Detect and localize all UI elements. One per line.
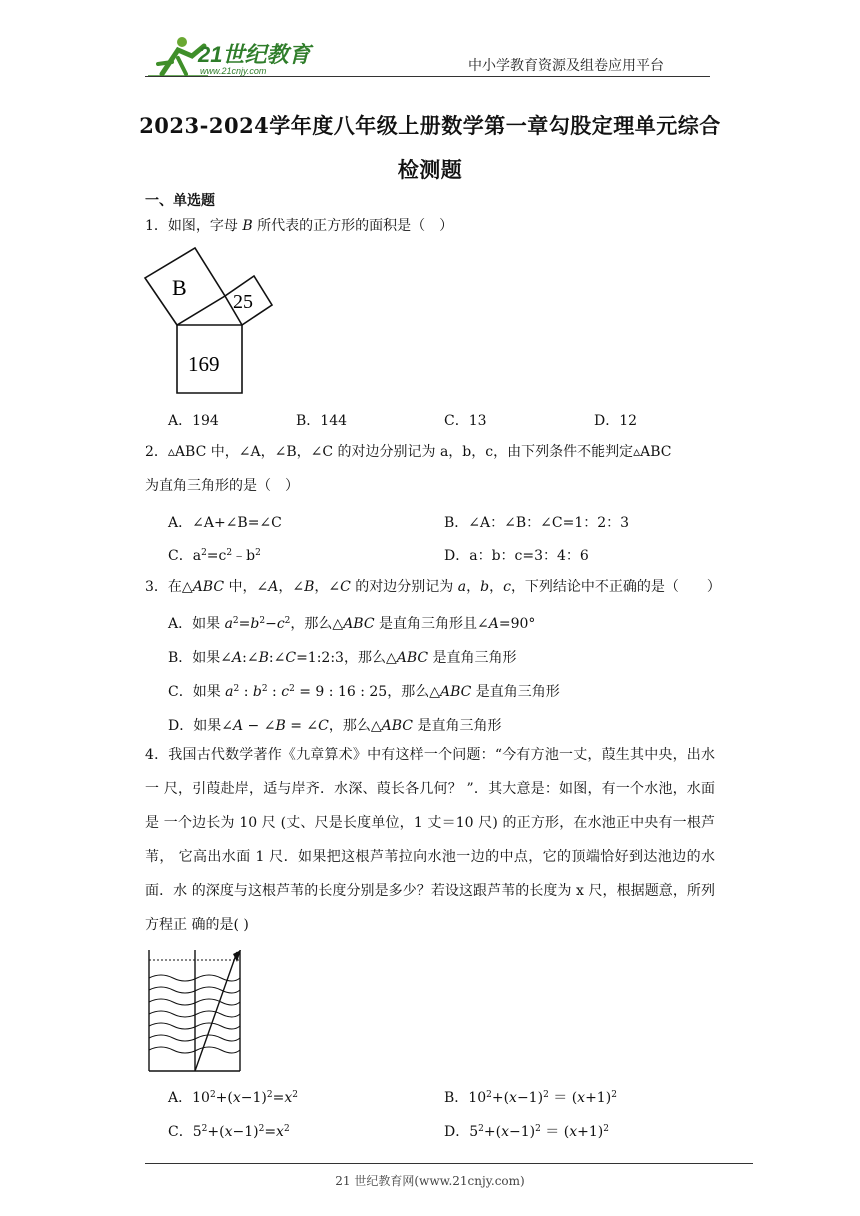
- header-divider: [145, 76, 710, 77]
- q3-option-b[interactable]: B．如果∠A:∠B:∠C=1:2:3，那么△ABC 是直角三角形: [168, 650, 517, 666]
- question-2-stem-line2: 为直角三角形的是（ ）: [145, 478, 299, 494]
- q4-option-c[interactable]: C．$5^2+(x-1)^2=x^2$: [168, 1124, 290, 1140]
- q4-option-b[interactable]: B．$10^2+(x-1)^2 = (x+1)^2$: [444, 1090, 617, 1106]
- logo-graphic: [148, 34, 318, 78]
- footer-divider: [145, 1163, 753, 1164]
- q2-option-a[interactable]: A．∠A+∠B=∠C: [168, 515, 282, 531]
- q3-option-a[interactable]: A．如果 $a^2=b^2-c^2$，那么△ABC 是直角三角形且∠A=90°: [168, 616, 536, 632]
- question-2-stem-line1: 2．▵ABC 中，∠A，∠B，∠C 的对边分别记为 a，b，c，由下列条件不能判定▵ABC: [145, 444, 672, 460]
- section-heading: 一、单选题: [145, 193, 215, 209]
- q1-option-c[interactable]: C．13: [444, 413, 487, 429]
- q2-option-b[interactable]: B．∠A：∠B：∠C=1：2：3: [444, 515, 630, 531]
- q3-option-d[interactable]: D．如果∠A − ∠B = ∠C，那么△ABC 是直角三角形: [168, 718, 502, 734]
- question-4-stem: 4．我国古代数学著作《九章算术》中有这样一个问题：“今有方池一丈，葭生其中央，出水一 尺，引葭赴岸，适与岸齐．水深、葭长各几何？ ”．其大意是：如图，有一个水池，水面是 一个边长为 10 尺 (丈、尺是长度单位，1 丈＝10 尺) 的正方形，在水池正中央有一根芦苇， 它高出水面 1 尺．如果把这根芦苇拉向水池一边的中点，它的顶端恰好到达池边的水面．水 的深度与这根芦苇的长度分别是多少？若设这跟芦苇的长度为 x 尺，根据题意，所列方程正 确的是( ): [145, 747, 715, 933]
- q4-option-a[interactable]: A．$10^2+(x-1)^2=x^2$: [168, 1090, 298, 1106]
- square-b-label: B: [172, 275, 187, 300]
- q2-option-d[interactable]: D．a：b：c=3：4：6: [444, 548, 589, 564]
- q3-option-c[interactable]: C．如果 $a^2$ : $b^2$ : $c^2 = 9$ : 16 : 25，那么△ABC 是直角三角形: [168, 684, 560, 700]
- question-4-figure: [145, 948, 245, 1077]
- footer-text: 21 世纪教育网(www.21cnjy.com): [335, 1174, 525, 1188]
- q1-option-d[interactable]: D．12: [594, 413, 638, 429]
- square-25-label: 25: [233, 291, 253, 313]
- page-title: 2023-2024学年度八年级上册数学第一章勾股定理单元综合: [139, 113, 721, 138]
- q2-option-c[interactable]: C．$a^2=c^2﹣b^2$: [168, 548, 261, 564]
- site-logo: [148, 34, 318, 78]
- q4-option-d[interactable]: D．$5^2+(x-1)^2 = (x+1)^2$: [444, 1124, 609, 1140]
- q1-option-b[interactable]: B．144: [296, 413, 348, 429]
- q1-option-a[interactable]: A．194: [168, 413, 219, 429]
- svg-text:21世纪教育: 21世纪教育: [198, 42, 311, 67]
- question-1-figure: [140, 243, 280, 402]
- question-3-stem: 3．在△ABC 中，∠A，∠B，∠C 的对边分别记为 a，b，c，下列结论中不正确的是（ ）: [145, 579, 721, 595]
- site-name: 中小学教育资源及组卷应用平台: [468, 58, 664, 74]
- question-1-stem: 1．如图，字母 B 所代表的正方形的面积是（ ）: [145, 218, 454, 234]
- square-169-label: 169: [188, 352, 220, 376]
- page-title-line2: 检测题: [397, 157, 463, 182]
- svg-text:www.21cnjy.com: www.21cnjy.com: [200, 66, 267, 76]
